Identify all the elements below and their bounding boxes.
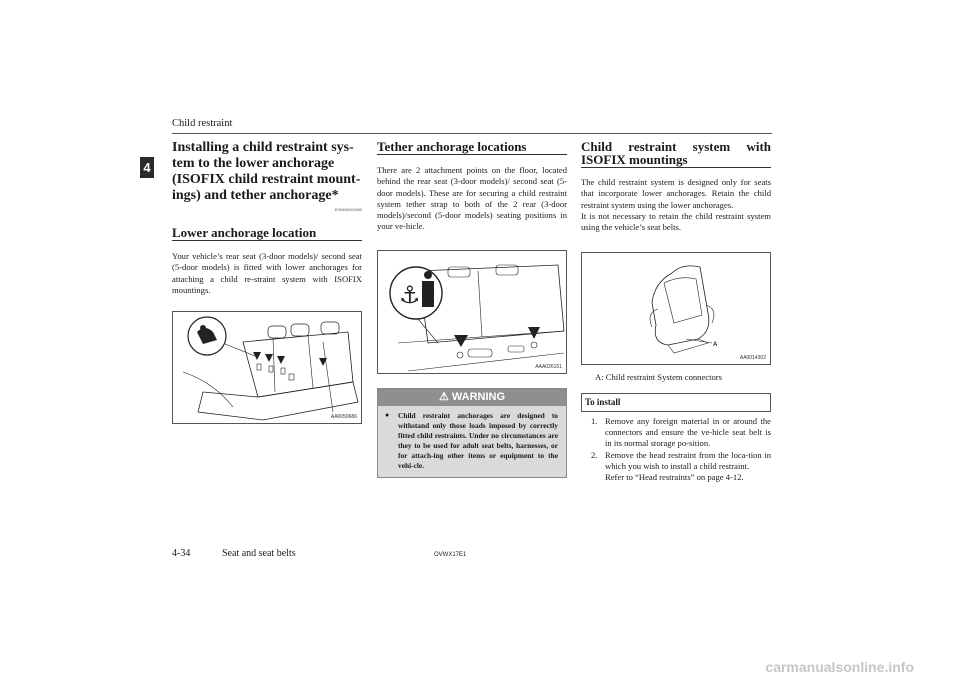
install-step: 2. Remove the head restraint from the loca-tion in which you wish to install a child restraint. [591,449,771,471]
warning-body [378,406,566,477]
running-header: Child restraint [172,118,233,129]
isofix-text-2: It is not necessary to retain the child restraint system using the vehicle’s seat belts. [581,210,771,233]
to-install-heading: To install [581,393,771,412]
column-right [581,140,771,484]
tether-anchorage-figure [377,250,567,374]
watermark: carmanualsonline.info [765,659,914,675]
main-heading: Installing a child restraint sys-tem to the lower anchorage (ISOFIX child restraint mount-ings) and tether anchorage* [172,140,361,203]
svg-text:⚓: ⚓ [399,280,421,309]
warning-title: WARNING [451,390,506,403]
figure-caption: A: Child restraint System connectors [595,372,722,383]
tether-anchorage-illustration [378,251,566,373]
child-seat-illustration [582,253,770,364]
install-ref: Refer to “Head restraints” on page 4-12. [605,472,744,483]
bullet-icon: ● [385,410,390,419]
column-middle [377,140,567,478]
seat-anchorage-illustration [173,312,361,423]
install-step: 1. Remove any foreign material in or around the connectors and ensure the ve-hicle seat belt is in its normal storage po-sition. [591,415,771,449]
page-number: 4-34 [172,548,191,559]
warning-header [378,389,566,406]
connector-label: A [713,342,718,349]
isofix-heading: Child restraint system with ISOFIX mountings [581,139,771,167]
column-left [172,140,362,424]
lower-anchorage-figure [172,311,362,424]
figure-code: AAA026151 [535,363,562,370]
warning-text: Child restraint anchorages are designed to withstand only those loads imposed by correctly fitted child restraints. Under no circumstances are they to be used for adult seat belts, harnesses, or for attach-ing other items or equipment to the vehi-cle. [398,410,558,470]
figure-code: AA0059686 [330,414,357,421]
warning-triangle-icon: ⚠ [438,390,449,403]
tether-anchorage-heading: Tether anchorage locations [377,140,567,155]
chapter-tab: 4 [140,157,154,178]
child-seat-figure [581,252,771,365]
section-code: E00408901980 [334,207,362,212]
lower-anchorage-heading: Lower anchorage location [172,226,362,241]
document-code: OVWX17E1 [434,552,467,558]
figure-code: AA0014302 [739,355,766,362]
header-rule [172,133,772,134]
isofix-text-1: The child restraint system is designed only for seats that incorporate lower anchorages. Retain the child restraint system using the lower anchorages. [581,177,771,210]
tether-anchorage-text: There are 2 attachment points on the floor, located behind the rear seat (3-door models)/ second seat (5-door models). These are for securing a child restraint system tether strap to both of the 2 rear (3-door models)/second (5-door models) seating positions in your ve-hicle. [377,165,567,232]
section-name: Seat and seat belts [222,548,296,559]
warning-box [377,388,567,478]
lower-anchorage-text: Your vehicle’s rear seat (3-door models)/ second seat (5-door models) is fitted with lower anchorages for attaching a child re-straint system with ISOFIX mountings. [172,251,362,295]
install-steps [581,416,771,484]
